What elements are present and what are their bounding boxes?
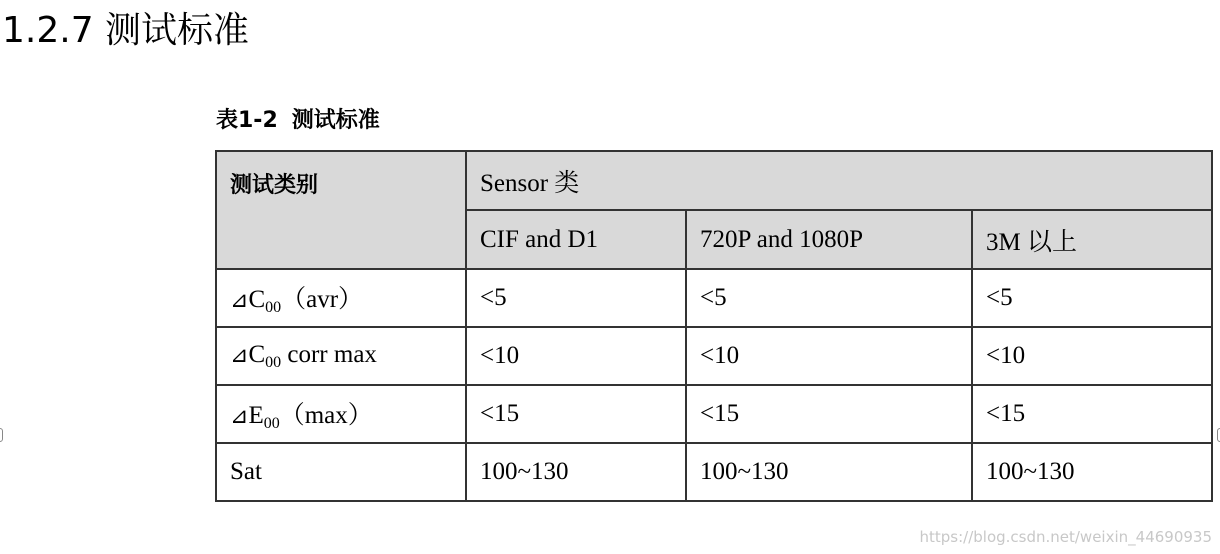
metric-name-cell	[216, 327, 466, 385]
metric-name-cell	[216, 269, 466, 327]
table-row	[216, 327, 1212, 385]
table-caption-title: 测试标准	[291, 108, 380, 133]
section-heading: 1.2.7 测试标准	[2, 10, 250, 51]
table-header-row	[216, 151, 1212, 210]
corner-header-text: 测试类别	[230, 173, 319, 198]
value-cell: 100~130	[686, 443, 972, 501]
delta-symbol: ⊿	[230, 342, 249, 368]
corner-header-cell	[216, 151, 466, 269]
table-row	[216, 385, 1212, 443]
value-cell: <15	[686, 385, 972, 443]
metric-suffix: （max）	[279, 402, 373, 429]
table-row	[216, 269, 1212, 327]
group-header-text: Sensor 类	[480, 169, 580, 197]
metric-suffix: （avr）	[281, 286, 364, 313]
subheader-text: 720P and 1080P	[700, 225, 863, 253]
subheader-cell	[686, 210, 972, 269]
value-cell: 100~130	[466, 443, 686, 501]
metric-letter: Sat	[230, 458, 262, 485]
metric-letter: C	[248, 286, 266, 313]
metric-subscript: 00	[265, 353, 282, 371]
group-header-cell	[466, 151, 1212, 210]
value-cell: <15	[466, 385, 686, 443]
value-cell: <10	[466, 327, 686, 385]
metric-subscript: 00	[263, 415, 280, 432]
delta-symbol: ⊿	[230, 288, 249, 313]
subheader-cell	[466, 210, 686, 269]
value-cell: <10	[686, 327, 972, 385]
subheader-text: CIF and D1	[480, 225, 599, 253]
metric-suffix: corr max	[281, 340, 377, 368]
value-cell: <5	[972, 269, 1212, 327]
subheader-text: 3M 以上	[986, 228, 1077, 256]
value-cell: <15	[972, 385, 1212, 443]
table-caption-label: 表1-2	[216, 108, 278, 133]
metric-letter: C	[248, 340, 266, 368]
watermark: https://blog.csdn.net/weixin_44690935	[919, 528, 1212, 546]
table-row	[216, 443, 1212, 501]
delta-symbol: ⊿	[230, 404, 249, 429]
value-cell: <5	[686, 269, 972, 327]
value-cell: <5	[466, 269, 686, 327]
metric-letter: E	[248, 402, 264, 429]
test-standard-table	[215, 150, 1213, 502]
left-edge-handle	[0, 428, 3, 442]
metric-name-cell	[216, 443, 466, 501]
subheader-cell	[972, 210, 1212, 269]
table-caption	[216, 106, 380, 136]
metric-subscript: 00	[265, 299, 282, 316]
value-cell: 100~130	[972, 443, 1212, 501]
value-cell: <10	[972, 327, 1212, 385]
metric-name-cell	[216, 385, 466, 443]
